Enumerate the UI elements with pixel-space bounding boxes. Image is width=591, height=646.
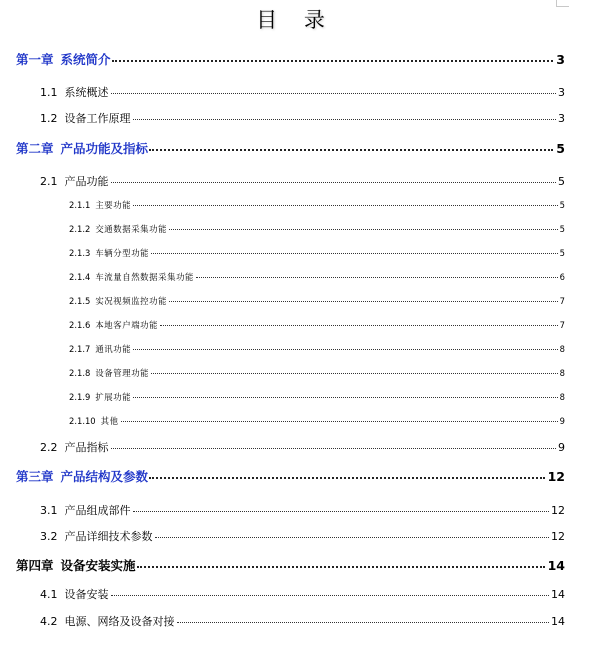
toc-entry-第一章[interactable] [16,50,565,68]
toc-entry-number: 1.1 [40,86,58,99]
toc-entry-number: 2.1.3 [69,248,91,258]
toc-dot-leader [133,204,557,206]
toc-dot-leader [133,118,557,120]
toc-entry-number: 3.1 [40,504,58,517]
toc-entry-第二章[interactable] [16,139,565,157]
toc-entry-2-2[interactable] [40,439,565,455]
toc-entry-label: 扩展功能 [95,392,132,402]
toc-entry-label: 车流量自然数据采集功能 [95,272,195,282]
toc-dot-leader [169,228,558,230]
toc-entry-label: 产品组成部件 [64,504,131,517]
toc-entry-label: 产品详细技术参数 [64,530,153,543]
toc-entry-2-1-4[interactable] [69,271,565,283]
toc-dot-leader [121,420,558,422]
toc-page-number: 7 [559,296,565,306]
toc-page-number: 14 [551,615,565,628]
toc-dot-leader [111,594,550,596]
toc-entry-label: 系统简介 [60,52,111,67]
toc-dot-leader [133,396,557,398]
toc-dot-leader [169,300,558,302]
toc-entry-label: 电源、网络及设备对接 [64,615,175,628]
toc-page-number: 14 [551,588,565,601]
toc-entry-label: 本地客户端功能 [95,320,159,330]
toc-entry-number: 2.1.5 [69,296,91,306]
toc-entry-2-1-10[interactable] [69,415,565,427]
toc-entry-number: 2.1.4 [69,272,91,282]
toc-entry-number: 2.1.10 [69,416,96,426]
toc-page-number: 12 [547,469,565,484]
toc-page-number: 5 [556,141,565,156]
toc-entry-label: 通讯功能 [95,344,132,354]
toc-page-number: 14 [547,558,565,573]
toc-title: 目 录 [256,8,335,32]
toc-entry-label: 产品指标 [64,441,109,454]
toc-dot-leader [112,59,554,62]
toc-entry-2-1-7[interactable] [69,343,565,355]
toc-page-number: 5 [559,200,565,210]
toc-dot-leader [133,348,557,350]
toc-entry-number: 4.1 [40,588,58,601]
toc-page-number: 5 [559,248,565,258]
toc-dot-leader [149,148,553,151]
toc-entry-4-2[interactable] [40,613,565,629]
toc-dot-leader [151,252,557,254]
toc-dot-leader [111,447,557,449]
toc-dot-leader [196,276,558,278]
toc-entry-number: 第一章 [16,52,54,67]
toc-entry-3-2[interactable] [40,528,565,544]
toc-entry-label: 系统概述 [64,86,109,99]
toc-page-number: 7 [559,320,565,330]
toc-dot-leader [111,92,557,94]
toc-entry-2-1-9[interactable] [69,391,565,403]
toc-page-number: 8 [559,392,565,402]
toc-entry-第四章[interactable] [16,556,565,574]
toc-page-number: 6 [559,272,565,282]
toc-page-number: 8 [559,344,565,354]
toc-entry-number: 第三章 [16,469,54,484]
toc-entry-number: 2.1.9 [69,392,91,402]
toc-entry-2-1-2[interactable] [69,223,565,235]
toc-entry-number: 2.1.2 [69,224,91,234]
toc-dot-leader [137,565,545,568]
toc-entry-number: 2.1.8 [69,368,91,378]
toc-entry-label: 车辆分型功能 [95,248,150,258]
toc-entry-number: 3.2 [40,530,58,543]
toc-page-number: 3 [558,112,565,125]
toc-dot-leader [111,181,557,183]
toc-entry-label: 产品功能 [64,175,109,188]
toc-dot-leader [177,621,550,623]
toc-entry-2-1-3[interactable] [69,247,565,259]
toc-entry-number: 2.2 [40,441,58,454]
toc-page-number: 12 [551,504,565,517]
toc-page-number: 9 [558,441,565,454]
toc-entry-2-1-8[interactable] [69,367,565,379]
toc-page-number: 5 [559,224,565,234]
toc-entry-label: 产品功能及指标 [60,141,149,156]
toc-entry-number: 2.1.7 [69,344,91,354]
toc-page-number: 12 [551,530,565,543]
toc-entry-3-1[interactable] [40,502,565,518]
toc-entry-label: 其他 [100,416,119,426]
toc-entry-label: 设备工作原理 [64,112,131,125]
toc-entry-2-1-5[interactable] [69,295,565,307]
toc-entry-number: 第四章 [16,558,54,573]
toc-dot-leader [155,536,550,538]
toc-entry-label: 设备安装实施 [60,558,136,573]
toc-page-number: 3 [556,52,565,67]
toc-entry-label: 设备安装 [64,588,109,601]
toc-entry-label: 产品结构及参数 [60,469,149,484]
toc-entry-label: 实况视频监控功能 [95,296,168,306]
toc-entry-number: 第二章 [16,141,54,156]
toc-entry-2-1-1[interactable] [69,199,565,211]
toc-entry-第三章[interactable] [16,467,565,485]
toc-entry-4-1[interactable] [40,586,565,602]
toc-entry-number: 2.1 [40,175,58,188]
toc-entry-label: 主要功能 [95,200,132,210]
toc-entry-number: 1.2 [40,112,58,125]
toc-entry-2-1-6[interactable] [69,319,565,331]
toc-entry-label: 设备管理功能 [95,368,150,378]
toc-entry-number: 2.1.6 [69,320,91,330]
toc-page-number: 9 [559,416,565,426]
toc-entry-1-1[interactable] [40,84,565,100]
toc-page-number: 3 [558,86,565,99]
toc-entry-2-1[interactable] [40,173,565,189]
toc-dot-leader [133,510,550,512]
toc-dot-leader [151,372,557,374]
toc-entry-number: 4.2 [40,615,58,628]
toc-entry-label: 交通数据采集功能 [95,224,168,234]
toc-page-number: 8 [559,368,565,378]
toc-entry-1-2[interactable] [40,110,565,126]
toc-entry-number: 2.1.1 [69,200,91,210]
toc-page-number: 5 [558,175,565,188]
toc-dot-leader [160,324,558,326]
toc-dot-leader [149,476,545,479]
